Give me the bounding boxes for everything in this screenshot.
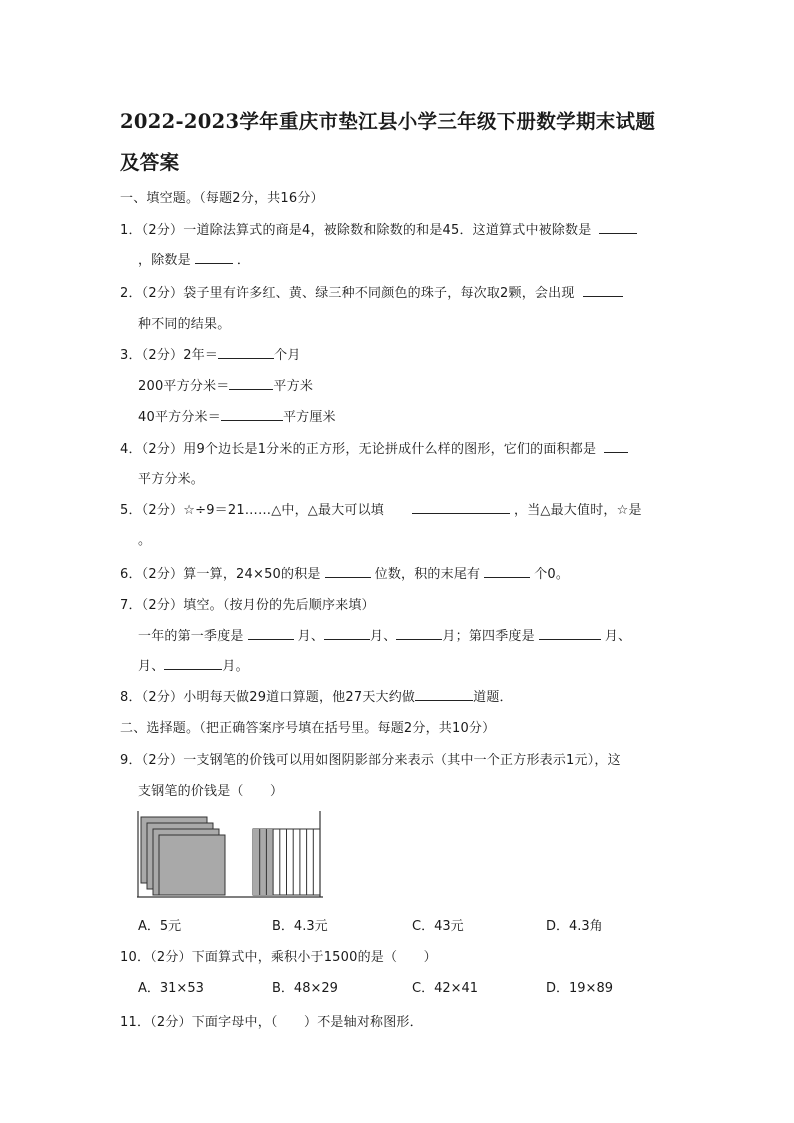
q5-text-mid: ，当△最大值时，☆是 — [514, 503, 642, 518]
q7-sep-4: 、 — [618, 629, 632, 644]
q10-option-c[interactable]: C．42×41 — [412, 981, 479, 996]
q7-blank-4[interactable] — [539, 625, 601, 640]
q7-month-4: 月 — [604, 629, 619, 644]
stacked-square-4 — [159, 835, 225, 895]
question-3-c — [138, 406, 336, 425]
question-10: 10．（2分）下面算式中，乘积小于1500的是（ ） — [120, 950, 437, 965]
section-2-heading: 二、选择题。（把正确答案序号填在括号里。每题2分，共10分） — [120, 721, 496, 736]
q3-blank-2[interactable] — [229, 375, 273, 390]
title-line-2: 及答案 — [120, 151, 180, 174]
q4-text: 4．（2分）用9个边长是1分米的正方形，无论拼成什么样的图形，它们的面积都是 — [120, 442, 597, 457]
q7-month-5: 月 — [138, 659, 152, 674]
q3-blank-3[interactable] — [221, 406, 283, 421]
q1-text: 1．（2分）一道除法算式的商是4，被除数和除数的和是45．这道算式中被除数是 — [120, 223, 592, 238]
q7-blank-5[interactable] — [164, 655, 222, 670]
q1-text-2: ，除数是 — [138, 253, 191, 268]
q7-text-1: 一年的第一季度是 — [138, 629, 244, 644]
q8-blank[interactable] — [415, 686, 473, 701]
q3-text-b: 200平方分米＝ — [138, 379, 230, 394]
question-11: 11．（2分）下面字母中，（ ）不是轴对称图形． — [120, 1015, 423, 1030]
q5-text: 5．（2分）☆÷9＝21……△中，△最大可以填 — [120, 503, 384, 518]
q7-sep-2: 、 — [383, 629, 397, 644]
title-line-1: 2022-2023学年重庆市垫江县小学三年级下册数学期末试题 — [120, 110, 656, 133]
q3-text-a-end: 个月 — [274, 348, 301, 363]
question-9-b: 支钢笔的价钱是（ ） — [138, 784, 284, 799]
q7-sep-5: 、 — [151, 659, 165, 674]
q6-text-1: 6．（2分）算一算，24×50的积是 — [120, 567, 321, 582]
q3-text-c-end: 平方厘米 — [282, 410, 336, 425]
q7-month-2: 月 — [370, 629, 384, 644]
q7-end: 月。 — [222, 659, 249, 674]
q9-option-b[interactable]: B．4.3元 — [272, 919, 328, 934]
q9-option-c[interactable]: C．43元 — [412, 919, 464, 934]
q1-text-3: ． — [236, 253, 251, 268]
q4-text-2: 平方分米。 — [138, 472, 205, 487]
question-3-b — [138, 375, 313, 394]
q7-sep-1: 、 — [310, 629, 325, 644]
question-6 — [120, 563, 569, 582]
q9-option-d[interactable]: D．4.3角 — [546, 919, 603, 934]
question-7-b — [138, 625, 631, 644]
question-1 — [120, 219, 641, 238]
q7-blank-3[interactable] — [396, 625, 442, 640]
q9-option-a[interactable]: A．5元 — [138, 919, 182, 934]
question-5 — [120, 499, 642, 518]
question-1-cont — [138, 249, 250, 268]
q6-text-3: 个0。 — [534, 567, 570, 582]
section-1-heading: 一、填空题。（每题2分，共16分） — [120, 191, 324, 206]
q3-text-a: 3．（2分）2年＝ — [120, 348, 219, 363]
q10-option-b[interactable]: B．48×29 — [272, 981, 338, 996]
q3-blank-1[interactable] — [218, 344, 274, 359]
pen-price-figure — [137, 807, 327, 899]
q2-text: 2．（2分）袋子里有许多红、黄、绿三种不同颜色的珠子，每次取2颗，会出现 — [120, 286, 575, 301]
question-3 — [120, 344, 301, 363]
q4-blank[interactable] — [604, 438, 628, 453]
question-7-c — [138, 655, 249, 674]
q6-blank-2[interactable] — [484, 563, 530, 578]
q6-text-2: 位数，积的末尾有 — [374, 567, 481, 582]
q3-text-b-end: 平方米 — [273, 379, 314, 394]
question-4 — [120, 438, 632, 457]
q7-mid: ；第四季度是 — [455, 629, 535, 644]
q7-blank-1[interactable] — [248, 625, 294, 640]
q5-blank-1[interactable] — [412, 499, 510, 514]
q6-blank-1[interactable] — [325, 563, 371, 578]
q10-option-d[interactable]: D．19×89 — [546, 981, 613, 996]
q1-blank-2[interactable] — [195, 249, 233, 264]
q5-text-2: 。 — [138, 533, 152, 548]
question-7: 7．（2分）填空。（按月份的先后顺序来填） — [120, 598, 375, 613]
q7-month-3: 月 — [442, 629, 456, 644]
q8-text-2: 道题． — [473, 690, 513, 705]
q1-blank-1[interactable] — [599, 219, 637, 234]
q7-month-1: 月 — [297, 629, 311, 644]
tenths-shaded — [253, 829, 273, 895]
q3-text-c: 40平方分米＝ — [138, 410, 221, 425]
question-2 — [120, 282, 627, 301]
q2-blank[interactable] — [583, 282, 623, 297]
q10-option-a[interactable]: A．31×53 — [138, 981, 204, 996]
question-9: 9．（2分）一支钢笔的价钱可以用如图阴影部分来表示（其中一个正方形表示1元），这 — [120, 753, 621, 768]
q8-text-1: 8．（2分）小明每天做29道口算题，他27天大约做 — [120, 690, 416, 705]
question-8 — [120, 686, 513, 705]
q2-text-2: 种不同的结果。 — [138, 317, 231, 332]
q7-blank-2[interactable] — [324, 625, 370, 640]
